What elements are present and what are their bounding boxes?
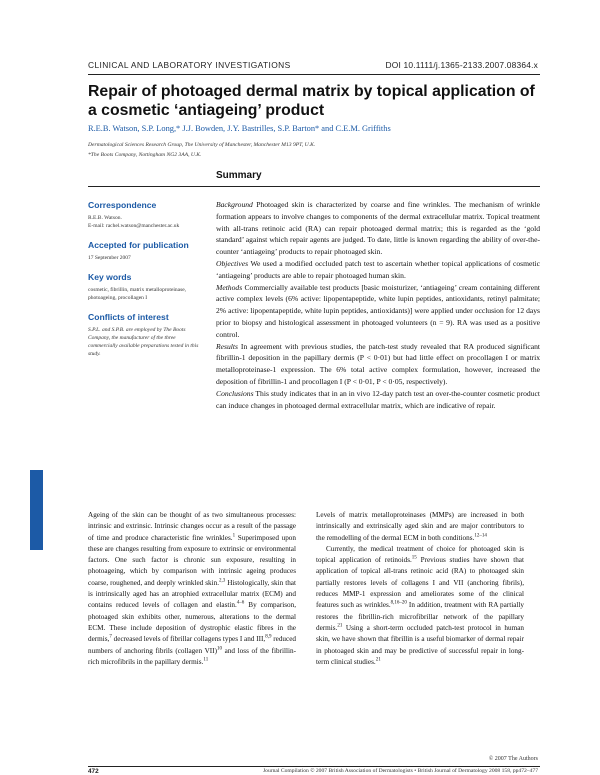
summary-methods: [216, 282, 540, 341]
text-run: decreased levels of fibrillar collagens types I and III,: [111, 635, 266, 644]
citation: 7: [109, 634, 112, 640]
footer-rule: [88, 766, 540, 767]
citation: 2,3: [219, 578, 226, 584]
label-conclusions: Conclusions: [216, 388, 254, 398]
text-run: Levels of matrix metalloproteinases (MMPs) are increased in both intrinsically and extrinsically aged skin and are major contributors to the remodelling of the dermal ECM in both conditions.: [316, 511, 524, 542]
section-label: CLINICAL AND LABORATORY INVESTIGATIONS: [88, 60, 291, 70]
text-run: Ageing of the skin can be thought of as two simultaneous processes: intrinsic and extrinsic. Intrinsic changes occur as a result of the passage of time and produce characteristic fine wrinkles.: [88, 511, 296, 542]
authors: R.E.B. Watson, S.P. Long,* J.J. Bowden, J.Y. Bastrilles, S.P. Barton* and C.E.M. Griffiths: [88, 124, 391, 133]
summary-conclusions: [216, 388, 540, 412]
page-number: 472: [88, 768, 99, 775]
text-run: Previous studies have shown that application of topical all-trans retinoic acid (RA) to photoaged skin partially restores levels of collagens I and VII (anchoring fibrils), reduces MMP-1 expression and ameliorates some of the clinical features such as wrinkles.: [316, 556, 524, 610]
citation: 12–14: [474, 533, 487, 539]
summary-rule: [88, 186, 540, 187]
label-objectives: Objectives: [216, 258, 249, 268]
citation: 8,16–20: [390, 600, 407, 606]
accepted-date: 17 September 2007: [88, 255, 131, 261]
intro-paragraph-2: [316, 510, 524, 544]
correspondence-title: Correspondence: [88, 200, 157, 210]
text-run: In addition, treatment with RA partially restores the fibrillin-rich microfibrillar network of the papillary dermis.: [316, 601, 524, 632]
keywords-title: Key words: [88, 272, 132, 282]
sidebar-accent-bar: [30, 470, 43, 550]
citation: 15: [411, 555, 417, 561]
text-run: Histologically, skin that is intrinsically aged has an atrophied extracellular matrix (ECM) and contains reduced levels of collagen and elastin.: [88, 578, 296, 610]
intro-column-right: [316, 510, 524, 668]
accepted-title: Accepted for publication: [88, 240, 189, 250]
header-rule: [88, 74, 540, 75]
doi: DOI 10.1111/j.1365-2133.2007.08364.x: [385, 60, 538, 70]
citation: 21: [337, 623, 343, 629]
article-title: Repair of photoaged dermal matrix by topical application of a cosmetic ‘antiageing’ product: [88, 83, 535, 119]
citation: 10: [216, 646, 222, 652]
citation: 21: [375, 657, 381, 663]
summary-objectives: [216, 258, 540, 282]
text-run: reduced numbers of anchoring fibrils (collagen VII): [88, 635, 296, 655]
intro-paragraph-3: [316, 544, 524, 668]
summary-background: [216, 199, 540, 258]
text-methods: Commercially available test products [basic moisturizer, ‘antiageing’ cream containing different active complex levels (6% active: lipopentapeptide, white lupin peptides, antioxidants, retinyl palmitate; 2% active: lipopentapeptide, white lupin peptides, antioxidants)] were applied under occlusion for 12 days prior to biopsy and histological assessment in photoaged volunteers (n = 9). RA was used as a positive control.: [216, 282, 540, 339]
summary-results: [216, 341, 540, 388]
text-run: and loss of the fibrillin-rich microfibrils in the papillary dermis.: [88, 646, 296, 666]
intro-paragraph-1: [88, 510, 296, 668]
keywords: cosmetic, fibrillin, matrix metalloproteinase, photoageing, procollagen I: [88, 287, 187, 301]
text-run: Superimposed upon these are changes resulting from exposure to extrinsic or environmental factors. One such factor is chronic sun exposure, resulting in photoageing, which by comparison with intrinsic ageing produces coarse, roughened, and deeply wrinkled skin.: [88, 533, 296, 587]
citation: 11: [203, 657, 209, 663]
journal-footer: Journal Compilation © 2007 British Association of Dermatologists • British Journal of Dermatology 2008 158, pp472–477: [262, 768, 538, 774]
text-run: Currently, the medical treatment of choice for photoaged skin is topical application of retinoids.: [316, 544, 524, 565]
sidebar: [88, 200, 206, 358]
conflicts-title: Conflicts of interest: [88, 312, 169, 322]
summary-heading: Summary: [216, 170, 262, 181]
label-background: Background: [216, 200, 253, 209]
citation: 8,9: [265, 634, 272, 640]
label-results: Results: [216, 341, 238, 351]
summary-body: [216, 199, 540, 411]
conflicts: S.P.L. and S.P.B. are employed by The Boots Company, the manufacturer of the three commercially available preparations tested in this study.: [88, 327, 199, 357]
text-objectives: We used a modified occluded patch test to ascertain whether topical applications of cosmetic ‘antiageing’ products are able to repair photoaged human skin.: [216, 258, 541, 280]
text-run: Using a short-term occluded patch-test protocol in human skin, we have shown that fibrillin is a useful biomarker of dermal repair in photoaged skin and may be predictive of successful repair in long-term clinical studies.: [316, 623, 524, 666]
affiliation-primary: Dermatological Sciences Research Group, The University of Manchester, Manchester M13 9PT, U.K.: [88, 142, 316, 148]
citation: 4–6: [236, 600, 245, 606]
text-run: By comparison, photoaged skin exhibits other, numerous, alterations to the dermal ECM. These include deposition of dystrophic elastic fibres in the dermis,: [88, 601, 297, 644]
citation: 1: [232, 533, 236, 539]
affiliation-secondary: *The Boots Company, Nottingham NG2 3AA, U.K.: [88, 152, 202, 158]
copyright: © 2007 The Authors: [488, 756, 538, 762]
intro-column-left: [88, 510, 296, 668]
text-results: In agreement with previous studies, the patch-test study revealed that RA produced significant fibrillin-1 deposition in the papillary dermis (P < 0·01) but had little effect on procollagen I or matrix metalloproteinase-1 expression. The 6% total active complex formulation, however, increased the deposition of fibrillin-1 and procollagen I (P < 0·01, P < 0·05, respectively).: [216, 341, 540, 386]
label-methods: Methods: [216, 282, 243, 292]
text-background: Photoaged skin is characterized by coarse and fine wrinkles. The mechanism of wrinkle formation appears to involve changes to components of the dermal extracellular matrix. Topical treatment with all-trans retinoic acid (RA) can repair photoaged dermal matrix; this is regarded as the ‘gold standard’ against which repair agents are judged. To date, little is known regarding the ability of over-the-counter ‘antiageing’ products to repair photoaged skin.: [216, 200, 541, 257]
text-conclusions: This study indicates that in an in vivo 12-day patch test an over-the-counter cosmetic product can induce changes in photoaged dermal extracellular matrix, which are indicative of repair.: [216, 388, 540, 410]
correspondence-name: R.E.B. Watson.: [88, 215, 122, 221]
correspondence-email[interactable]: E-mail: rachel.watson@manchester.ac.uk: [88, 223, 180, 229]
